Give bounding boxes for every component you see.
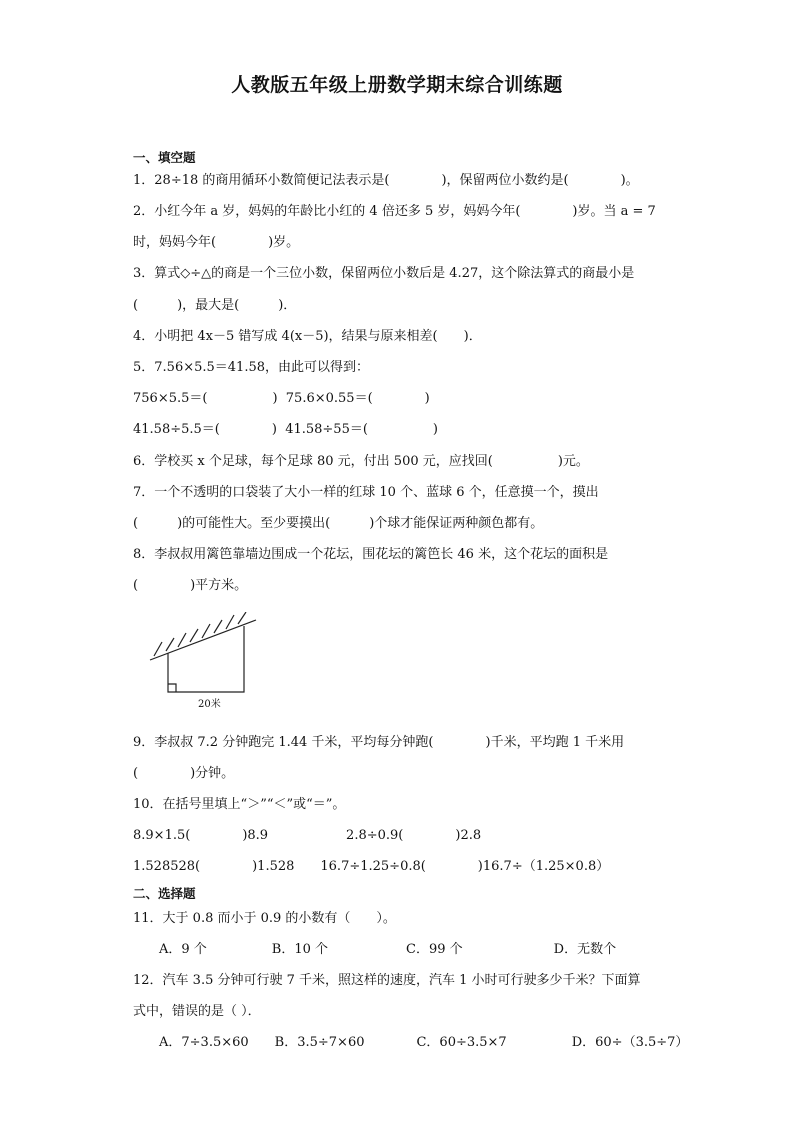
question-1: 1．28÷18 的商用循环小数简便记法表示是( )，保留两位小数约是( )。 (133, 173, 639, 188)
section-choice: 二、选择题 (133, 886, 196, 901)
question-8-line-2: ( )平方米。 (133, 578, 248, 593)
question-4: 4．小明把 4x－5 错写成 4(x－5)，结果与原来相差( )． (133, 329, 482, 344)
question-2-line-1: 2．小红今年 a 岁，妈妈的年龄比小红的 4 倍还多 5 岁，妈妈今年( )岁。当 a = 7 (133, 204, 656, 219)
figure-label: 20米 (198, 699, 221, 710)
question-5-row-1: 756×5.5＝( ) 75.6×0.55＝( ) (133, 391, 430, 406)
question-6: 6．学校买 x 个足球，每个足球 80 元，付出 500 元，应找回( )元。 (133, 454, 589, 469)
question-10: 10．在括号里填上“＞”“＜”或“＝”。 (133, 797, 346, 812)
question-9-line-2: ( )分钟。 (133, 766, 235, 781)
wall-line (150, 620, 256, 660)
fence-outline (168, 626, 244, 692)
question-10-row-2: 1.528528( )1.528 16.7÷1.25÷0.8( )16.7÷（1.25×0.8） (133, 859, 610, 874)
section-fill-in: 一、填空题 (133, 150, 196, 165)
question-3-line-1: 3．算式◇÷△的商是一个三位小数，保留两位小数后是 4.27，这个除法算式的商最小是 (133, 266, 635, 281)
flowerbed-figure (148, 612, 260, 712)
question-12-line-1: 12．汽车 3.5 分钟可行驶 7 千米，照这样的速度，汽车 1 小时可行驶多少千米？下面算 (133, 973, 641, 988)
question-11: 11．大于 0.8 而小于 0.9 的小数有（ ）。 (133, 911, 396, 926)
question-12-line-2: 式中，错误的是（ ）． (133, 1004, 261, 1019)
question-2-line-2: 时，妈妈今年( )岁。 (133, 235, 300, 250)
page-title: 人教版五年级上册数学期末综合训练题 (231, 74, 563, 96)
right-angle-mark (168, 684, 176, 692)
question-5: 5．7.56×5.5＝41.58，由此可以得到： (133, 360, 369, 375)
question-9-line-1: 9．李叔叔 7.2 分钟跑完 1.44 千米，平均每分钟跑( )千米，平均跑 1 千米用 (133, 735, 625, 750)
question-8-line-1: 8．李叔叔用篱笆靠墙边围成一个花坛，围花坛的篱笆长 46 米，这个花坛的面积是 (133, 547, 609, 562)
question-11-options: A．9 个 B．10 个 C．99 个 D．无数个 (133, 942, 617, 957)
question-7-line-1: 7．一个不透明的口袋装了大小一样的红球 10 个、蓝球 6 个，任意摸一个，摸出 (133, 485, 599, 500)
question-12-options: A．7÷3.5×60 B．3.5÷7×60 C．60÷3.5×7 D．60÷（3.5÷7） (133, 1035, 689, 1050)
question-3-line-2: ( )，最大是( )． (133, 298, 297, 313)
question-7-line-2: ( )的可能性大。至少要摸出( )个球才能保证两种颜色都有。 (133, 516, 544, 531)
question-10-row-1: 8.9×1.5( )8.9 2.8÷0.9( )2.8 (133, 828, 482, 843)
question-5-row-2: 41.58÷5.5＝( ) 41.58÷55＝( ) (133, 422, 438, 437)
